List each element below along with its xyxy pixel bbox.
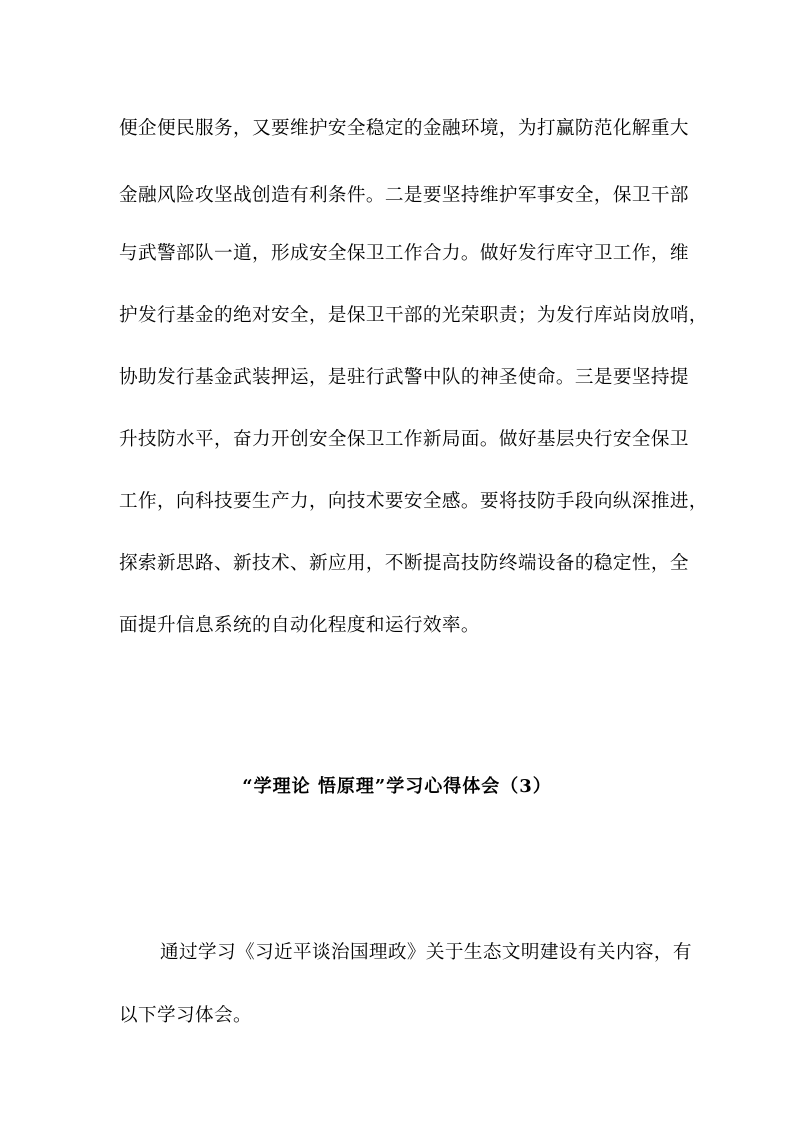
paragraph-1-line-4: 护发行基金的绝对安全，是保卫干部的光荣职责；为发行库站岗放哨， — [119, 305, 708, 326]
paragraph-1-line-2: 金融风险攻坚战创造有利条件。二是要坚持维护军事安全，保卫干部 — [119, 185, 689, 206]
paragraph-1-line-6: 升技防水平，奋力开创安全保卫工作新局面。做好基层央行安全保卫 — [119, 429, 689, 450]
paragraph-2-line-1: 通过学习《习近平谈治国理政》关于生态文明建设有关内容，有 — [160, 942, 692, 963]
paragraph-1-line-1: 便企便民服务，又要维护安全稳定的金融环境，为打赢防范化解重大 — [119, 118, 689, 139]
section-heading: “学理论 悟原理”学习心得体会（3） — [242, 776, 552, 797]
paragraph-2-line-2: 以下学习体会。 — [119, 1005, 252, 1026]
paragraph-1-line-5: 协助发行基金武装押运，是驻行武警中队的神圣使命。三是要坚持提 — [119, 367, 689, 388]
paragraph-1-line-3: 与武警部队一道，形成安全保卫工作合力。做好发行库守卫工作，维 — [119, 243, 689, 264]
paragraph-1-line-8: 探索新思路、新技术、新应用，不断提高技防终端设备的稳定性，全 — [119, 553, 689, 574]
paragraph-1-line-7: 工作，向科技要生产力，向技术要安全感。要将技防手段向纵深推进， — [119, 491, 708, 512]
paragraph-1-line-9: 面提升信息系统的自动化程度和运行效率。 — [119, 615, 480, 636]
